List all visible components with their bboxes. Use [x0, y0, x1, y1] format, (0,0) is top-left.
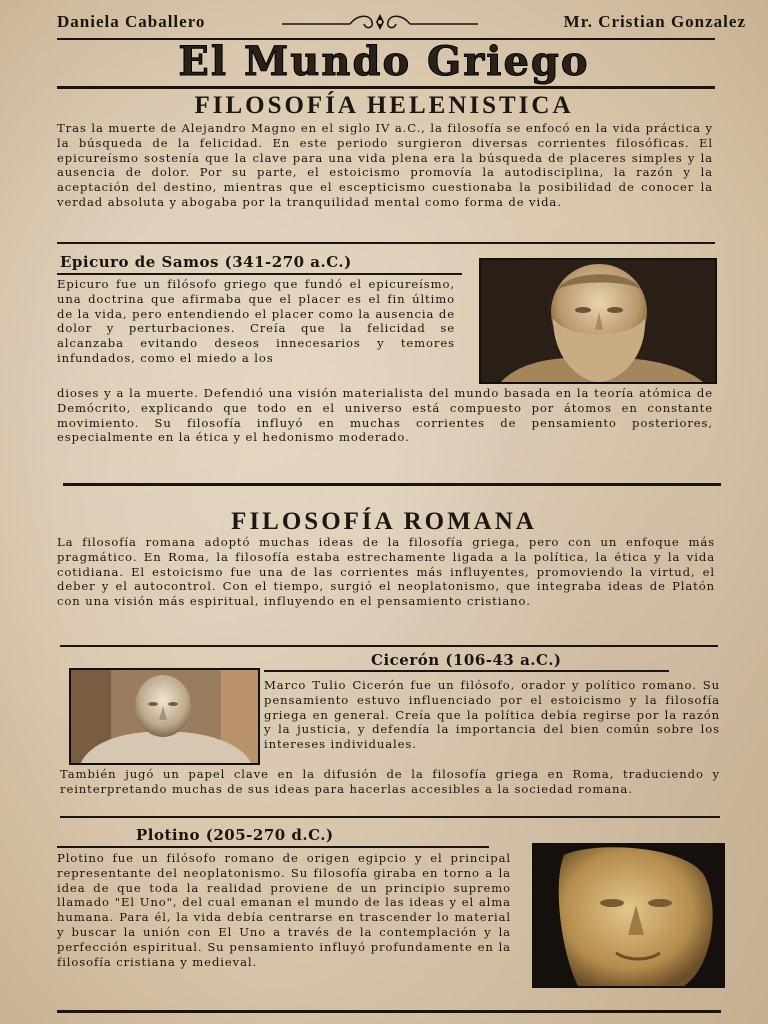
hellenistic-intro: Tras la muerte de Alejandro Magno en el siglo IV a.C., la filosofía se enfocó en la vida práctica y la búsqueda de la felicidad. En este periodo surgieron diversas corrientes filosóficas. El epicureísmo sostenía que la clave para una vida plena era la búsqueda de placeres simples y la ausencia de dolor. Por su parte, el estoicismo promovía la autodisciplina, la razón y la aceptación del destino, mientras que el escepticismo cuestionaba la posibilidad de conocer la verdad absoluta y abogaba por la tranquilidad mental como forma de vida.: [57, 121, 713, 209]
epicurus-bust-image: [479, 258, 717, 384]
roman-intro: La filosofía romana adoptó muchas ideas de la filosofía griega, pero con un enfoque más pragmático. En Roma, la filosofía estaba estrechamente ligada a la política, la ética y la vida cotidiana. El estoicismo fue una de las corrientes más influyentes, promoviendo la virtud, el deber y el autocontrol. Con el tiempo, surgió el neoplatonismo, que integraba ideas de Platón con una visión más espiritual, influyendo en el pensamiento cristiano.: [57, 535, 715, 609]
heading-underline: [264, 670, 669, 672]
divider: [57, 242, 715, 244]
section-title-roman: FILOSOFÍA ROMANA: [231, 508, 537, 535]
cicero-heading: Cicerón (106-43 a.C.): [371, 651, 562, 669]
cicero-text-a: Marco Tulio Cicerón fue un filósofo, orador y político romano. Su pensamiento estuvo influenciado por el estoicismo y la filosofía griega en general. Creía que la política debía regirse por la razón y la justicia, y defendía la importancia del bien común sobre los intereses individuales.: [264, 678, 720, 752]
section-divider: [63, 483, 721, 486]
plotinus-heading: Plotino (205-270 d.C.): [136, 826, 334, 844]
ornament-divider: [280, 10, 480, 34]
heading-underline: [57, 846, 489, 848]
cicero-bust-image: [69, 668, 260, 765]
author-right: Mr. Cristian Gonzalez: [563, 12, 746, 31]
epicurus-text-b: dioses y a la muerte. Defendió una visión materialista del mundo basada en la teoría atómica de Demócrito, explicando que todo en el universo está compuesto por átomos en constante movimiento. Su filosofía influyó en muchas corrientes de pensamiento posteriores, especialmente en la ética y el hedonismo moderado.: [57, 386, 713, 445]
heading-underline: [57, 273, 462, 275]
epicurus-text-a: Epicuro fue un filósofo griego que fundó el epicureísmo, una doctrina que afirmaba que el placer es el fin último de la vida, pero entendiendo el placer como la ausencia de dolor y perturbaciones. Creía que la felicidad se alcanzaba evitando deseos innecesarios y temores infundados, como el miedo a los: [57, 277, 455, 365]
divider: [60, 645, 718, 647]
plotinus-text: Plotino fue un filósofo romano de origen egipcio y el principal representante del neoplatonismo. Su filosofía giraba en torno a la idea de que toda la realidad proviene de un principio supremo llamado "El Uno", del cual emanan el mundo de las ideas y el alma humana. Para él, la vida debía centrarse en trascender lo material y buscar la unión con El Uno a través de la contemplación y la perfección espiritual. Su pensamiento influyó profundamente en la filosofía cristiana y medieval.: [57, 851, 511, 969]
footer-rule: [57, 1010, 721, 1013]
header-rule-bottom: [57, 86, 715, 89]
cicero-text-b: También jugó un papel clave en la difusión de la filosofía griega en Roma, traduciendo y reinterpretando muchas de sus ideas para hacerlas accesibles a la sociedad romana.: [60, 767, 720, 796]
author-left: Daniela Caballero: [57, 12, 206, 31]
section-title-hellenistic: FILOSOFÍA HELENISTICA: [194, 92, 574, 119]
epicurus-heading: Epicuro de Samos (341-270 a.C.): [60, 253, 352, 271]
divider: [60, 816, 720, 818]
plotinus-bust-image: [532, 843, 725, 988]
page-title: El Mundo Griego: [178, 38, 590, 85]
